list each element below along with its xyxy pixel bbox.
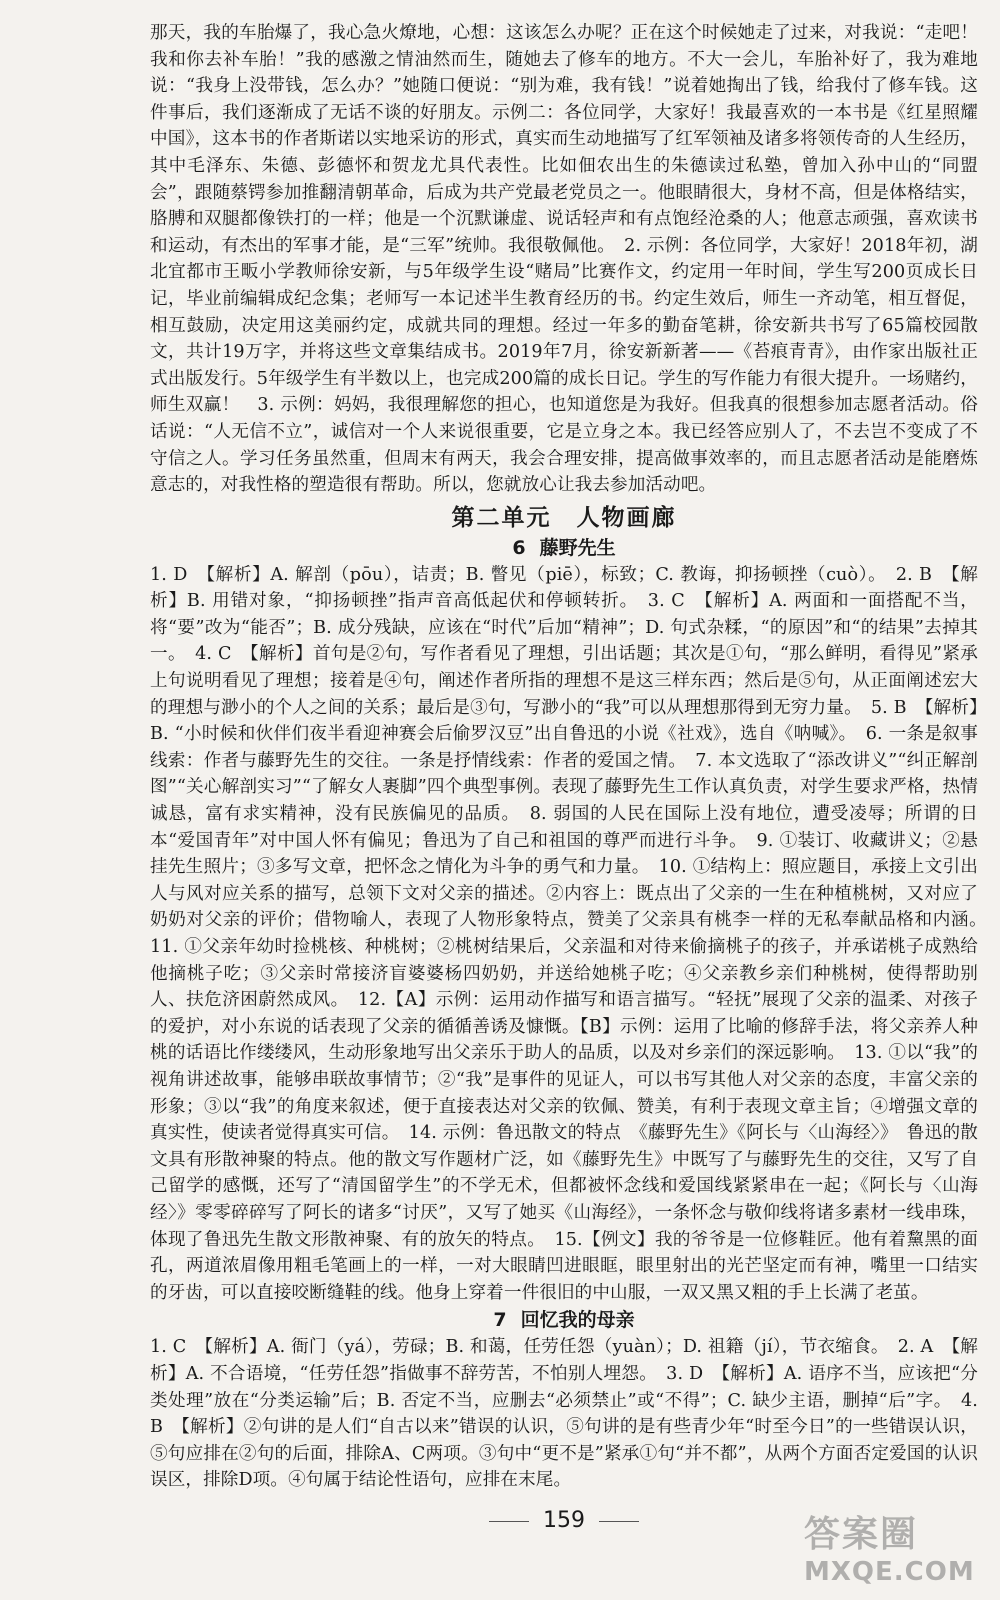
lesson-6-heading [150, 534, 978, 562]
lesson-7-heading [150, 1306, 978, 1334]
page-number: 159 [543, 1508, 585, 1533]
answer-paragraph-unit1-writing: 那天，我的车胎爆了，我心急火燎地，心想：这该怎么办呢？正在这个时候她走了过来，对我说：“走吧！我和你去补车胎！”我的感激之情油然而生，随她去了修车的地方。不大一会儿，车胎补好了，我为难地说：“我身上没带钱，怎么办？”她随口便说：“别为难，我有钱！”说着她掏出了钱，给我付了修车钱。这件事后，我们逐渐成了无话不谈的好朋友。示例二：各位同学，大家好！我最喜欢的一本书是《红星照耀中国》，这本书的作者斯诺以实地采访的形式，真实而生动地描写了红军领袖及诸多将领传奇的人生经历，其中毛泽东、朱德、彭德怀和贺龙尤具代表性。比如佃农出生的朱德读过私塾，曾加入孙中山的“同盟会”，跟随蔡锷参加推翻清朝革命，后成为共产党最老党员之一。他眼睛很大，身材不高，但是体格结实，胳膊和双腿都像铁打的一样；他是一个沉默谦虚、说话轻声和有点饱经沧桑的人；他意志顽强，喜欢读书和运动，有杰出的军事才能，是“三军”统帅。我很敬佩他。 2. 示例：各位同学，大家好！2018年初，湖北宜都市王畈小学教师徐安新，与5年级学生设“赌局”比赛作文，约定用一年时间，学生写200页成长日记，毕业前编辑成纪念集；老师写一本记述半生教育经历的书。约定生效后，师生一齐动笔，相互督促，相互鼓励，决定用这美丽约定，成就共同的理想。经过一年多的勤奋笔耕，徐安新共书写了65篇校园散文，共计19万字，并将这些文章集结成书。2019年7月，徐安新新著——《苔痕青青》，由作家出版社正式出版发行。5年级学生有半数以上，也完成200篇的成长日记。学生的写作能力有很大提升。一场赌约，师生双赢！ 3. 示例：妈妈，我很理解您的担心，也知道您是为我好。但我真的很想参加志愿者活动。俗话说：“人无信不立”，诚信对一个人来说很重要，它是立身之本。我已经答应别人了，不去岂不变成了不守信之人。学习任务虽然重，但周末有两天，我会合理安排，提高做事效率的，而且志愿者活动是能磨炼意志的，对我性格的塑造很有帮助。所以，您就放心让我去参加活动吧。 [150, 23, 978, 496]
lesson-7-title: 回忆我的母亲 [520, 1309, 635, 1332]
footer-left-rule [489, 1521, 529, 1522]
footer-right-rule [599, 1521, 639, 1522]
answer-paragraph-lesson-7: 1. C 【解析】A. 衙门（yá），劳碌；B. 和蔼，任劳任怨（yuàn）；D. 祖籍（jí），节衣缩食。 2. A 【解析】A. 不合语境，“任劳任怨”指做事不辞劳苦，不怕别人埋怨。 3. D 【解析】A. 语序不当，应该把“分类处理”放在“分类运输”后；B. 否定不当，应删去“必须禁止”或“不得”；C. 缺少主语，删掉“后”字。 4. B 【解析】②句讲的是人们“自古以来”错误的认识，⑤句讲的是有些青少年“时至今日”的一些错误认识，⑤句应排在②句的后面，排除A、C两项。③句中“更不是”紧承①句“并不都”，从两个方面否定爱国的认识误区，排除D项。④句属于结论性语句，应排在末尾。 [150, 1337, 978, 1491]
watermark-cn-text: 答案圈 [804, 1514, 919, 1555]
lesson-6-number: 6 [512, 536, 526, 559]
unit-title: 第二单元 人物画廊 [451, 503, 677, 531]
watermark-en-text: MXQE.COM [804, 1557, 975, 1587]
lesson-7-number: 7 [493, 1309, 507, 1332]
answer-paragraph-lesson-6: 1. D 【解析】A. 解剖（pōu），诘责；B. 瞥见（piē），标致；C. 教诲，抑扬顿挫（cuò）。 2. B 【解析】B. 用错对象，“抑扬顿挫”指声音高低起伏和停顿转折。 3. C 【解析】A. 两面和一面搭配不当，将“要”改为“能否”；B. 成分残缺，应该在“时代”后加“精神”；D. 句式杂糅，“的原因”和“的结果”去掉其一。 4. C 【解析】首句是②句，写作者看见了理想，引出话题；其次是①句，“那么鲜明，看得见”紧承上句说明看见了理想；接着是④句，阐述作者所指的理想不是这三样东西；然后是⑤句，从正面阐述宏大的理想与渺小的个人之间的关系；最后是③句，写渺小的“我”可以从理想那得到无穷力量。 5. B 【解析】B. “小时候和伙伴们夜半看迎神赛会后偷罗汉豆”出自鲁迅的小说《社戏》，选自《呐喊》。 6. 一条是叙事线索：作者与藤野先生的交往。一条是抒情线索：作者的爱国之情。 7. 本文选取了“添改讲义”“纠正解剖图”“关心解剖实习”“了解女人裹脚”四个典型事例。表现了藤野先生工作认真负责，对学生要求严格，热情诚恳，富有求实精神，没有民族偏见的品质。 8. 弱国的人民在国际上没有地位，遭受凌辱；所谓的日本“爱国青年”对中国人怀有偏见；鲁迅为了自己和祖国的尊严而进行斗争。 9. ①装订、收藏讲义；②悬挂先生照片；③多写文章，把怀念之情化为斗争的勇气和力量。 10. ①结构上：照应题目，承接上文引出人与风对应关系的描写，总领下文对父亲的描述。②内容上：既点出了父亲的一生在种植桃树，又对应了奶奶对父亲的评价；借物喻人，表现了人物形象特点，赞美了父亲具有桃李一样的无私奉献品格和内涵。 11. ①父亲年幼时捡桃核、种桃树；②桃树结果后，父亲温和对待来偷摘桃子的孩子，并承诺桃子成熟给他摘桃子吃；③父亲时常接济盲婆婆杨四奶奶，并送给她桃子吃；④父亲教乡亲们种桃树，使得帮助别人、扶危济困蔚然成风。 12.【A】示例：运用动作描写和语言描写。“轻抚”展现了父亲的温柔、对孩子的爱护，对小东说的话表现了父亲的循循善诱及慷慨。【B】示例：运用了比喻的修辞手法，将父亲养人种桃的话语比作缕缕风，生动形象地写出父亲乐于助人的品质，以及对乡亲们的深远影响。 13. ①以“我”的视角讲述故事，能够串联故事情节；②“我”是事件的见证人，可以书写其他人对父亲的态度，丰富父亲的形象；③以“我”的角度来叙述，便于直接表达对父亲的钦佩、赞美，有利于表现文章主旨；④增强文章的真实性，使读者觉得真实可信。 14. 示例：鲁迅散文的特点 《藤野先生》《阿长与〈山海经〉》 鲁迅的散文具有形散神聚的特点。他的散文写作题材广泛，如《藤野先生》中既写了与藤野先生的交往，又写了自己留学的感慨，还写了“清国留学生”的不学无术，但都被怀念线和爱国线紧紧串在一起；《阿长与〈山海经〉》零零碎碎写了阿长的诸多“讨厌”，又写了她买《山海经》，一条怀念与敬仰线将诸多素材一线串珠，体现了鲁迅先生散文形散神聚、有的放矢的特点。 15.【例文】我的爷爷是一位修鞋匠。他有着黧黑的面孔，两道浓眉像用粗毛笔画上的一样，一对大眼睛凹进眼眶，眼里射出的光芒坚定而有神，嘴里一口结实的牙齿，可以直接咬断缝鞋的线。他身上穿着一件很旧的中山服，一双又黑又粗的手上长满了老茧。 [150, 564, 996, 1303]
lesson-6-title: 藤野先生 [539, 536, 616, 559]
answer-page [150, 20, 996, 1494]
site-watermark-logo [804, 1506, 982, 1586]
